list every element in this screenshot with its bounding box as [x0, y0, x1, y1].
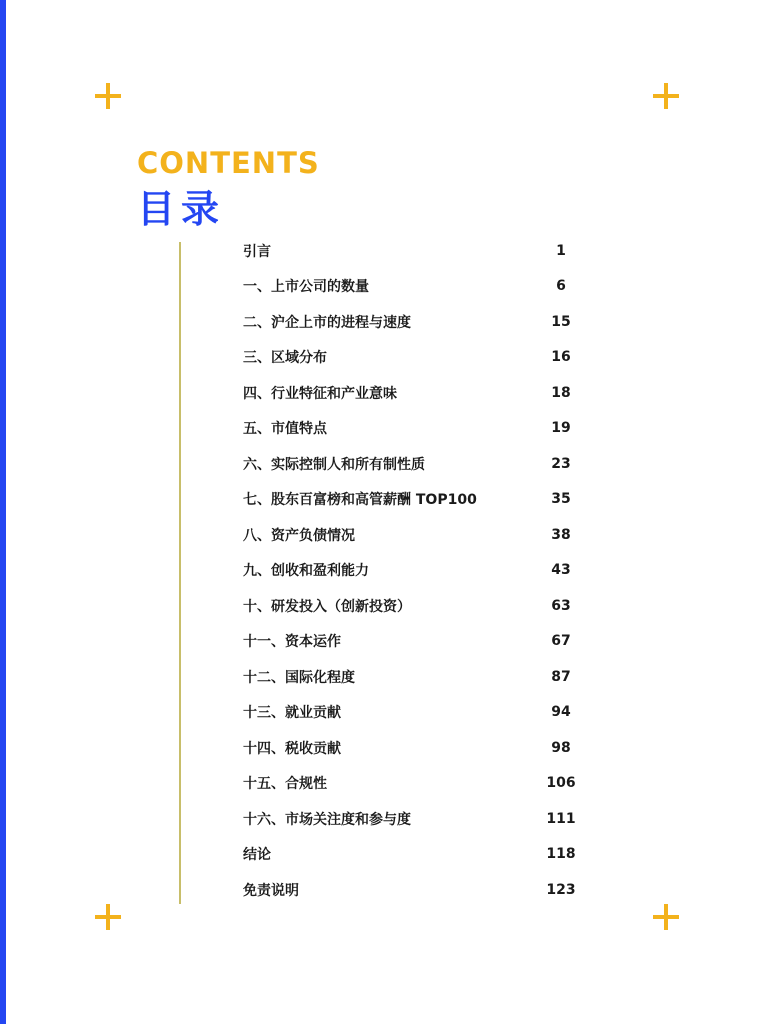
plus-decoration-icon [95, 904, 121, 930]
toc-entry[interactable] [243, 588, 583, 624]
toc-entry[interactable] [243, 801, 583, 837]
toc-entry-title: 九、创收和盈利能力 [243, 563, 369, 580]
plus-decoration-icon [95, 83, 121, 109]
toc-entry[interactable] [243, 304, 583, 340]
toc-entry-title: 十四、税收贡献 [243, 740, 341, 757]
toc-entry-page-number: 111 [546, 810, 576, 827]
toc-entry-page-number: 18 [551, 384, 571, 401]
toc-vertical-rule [179, 242, 181, 904]
toc-entry[interactable] [243, 695, 583, 731]
toc-entry-page-number: 106 [546, 775, 576, 792]
table-of-contents [243, 233, 583, 908]
toc-entry[interactable] [243, 375, 583, 411]
toc-entry-title: 十六、市场关注度和参与度 [243, 811, 411, 828]
toc-entry-title: 三、区域分布 [243, 350, 327, 367]
toc-entry[interactable] [243, 659, 583, 695]
toc-entry[interactable] [243, 446, 583, 482]
toc-entry-title: 五、市值特点 [243, 421, 327, 438]
toc-entry[interactable] [243, 730, 583, 766]
toc-entry[interactable] [243, 411, 583, 447]
toc-entry-page-number: 87 [551, 668, 571, 685]
contents-heading-en: CONTENTS [137, 146, 320, 180]
toc-entry-page-number: 43 [551, 562, 571, 579]
plus-decoration-icon [653, 83, 679, 109]
toc-entry-title: 六、实际控制人和所有制性质 [243, 456, 425, 473]
toc-entry-page-number: 38 [551, 526, 571, 543]
toc-entry-page-number: 1 [556, 242, 566, 259]
toc-entry[interactable] [243, 340, 583, 376]
toc-entry[interactable] [243, 872, 583, 908]
toc-entry-title: 十一、资本运作 [243, 634, 341, 651]
toc-entry-page-number: 19 [551, 420, 571, 437]
toc-entry-title: 引言 [243, 243, 271, 260]
toc-entry[interactable] [243, 766, 583, 802]
toc-entry-title: 一、上市公司的数量 [243, 279, 369, 296]
toc-entry[interactable] [243, 553, 583, 589]
plus-decoration-icon [653, 904, 679, 930]
left-edge-bar [0, 0, 6, 1024]
toc-entry-page-number: 35 [551, 491, 571, 508]
toc-entry-title: 十、研发投入（创新投资） [243, 598, 411, 615]
toc-entry-title: 十二、国际化程度 [243, 669, 355, 686]
toc-entry-title: 结论 [243, 847, 271, 864]
toc-entry-page-number: 16 [551, 349, 571, 366]
toc-entry[interactable] [243, 233, 583, 269]
toc-entry-title: 十五、合规性 [243, 776, 327, 793]
toc-entry-title: 免责说明 [243, 882, 299, 899]
toc-entry-title: 七、股东百富榜和高管薪酬 TOP100 [243, 492, 477, 509]
toc-entry-page-number: 23 [551, 455, 571, 472]
toc-entry-page-number: 15 [551, 313, 571, 330]
toc-entry-title: 八、资产负债情况 [243, 527, 355, 544]
toc-entry[interactable] [243, 269, 583, 305]
contents-heading-zh: 目录 [137, 187, 226, 231]
toc-entry-title: 四、行业特征和产业意味 [243, 385, 397, 402]
toc-entry-page-number: 123 [546, 881, 576, 898]
toc-entry-page-number: 67 [551, 633, 571, 650]
toc-entry-title: 二、沪企上市的进程与速度 [243, 314, 411, 331]
toc-entry[interactable] [243, 482, 583, 518]
toc-entry-page-number: 98 [551, 739, 571, 756]
toc-entry-page-number: 6 [556, 278, 566, 295]
toc-entry-page-number: 94 [551, 704, 571, 721]
toc-entry[interactable] [243, 624, 583, 660]
toc-entry-page-number: 63 [551, 597, 571, 614]
toc-entry[interactable] [243, 517, 583, 553]
toc-entry-title: 十三、就业贡献 [243, 705, 341, 722]
toc-entry[interactable] [243, 837, 583, 873]
toc-entry-page-number: 118 [546, 846, 576, 863]
